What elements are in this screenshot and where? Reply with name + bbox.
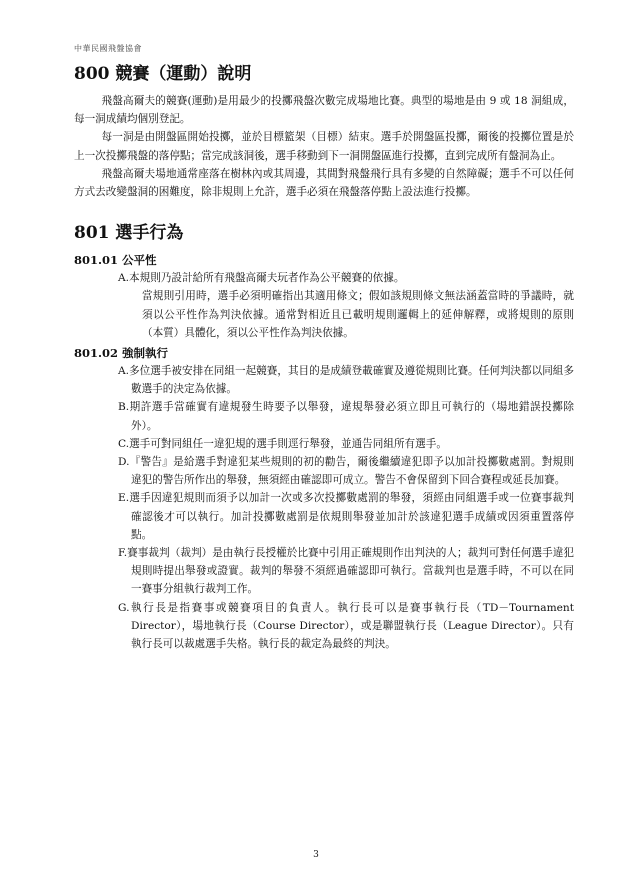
- rule-item: [74, 599, 574, 654]
- rule-item: [74, 435, 574, 453]
- rule-label: B.: [118, 401, 130, 414]
- rule-text: 賽事裁判（裁判）是由執行長授權於比賽中引用正確規則作出判決的人；裁判可對任何選手違犯規則時提出舉發或證實。裁判的舉發不須經過確認即可執行。當裁判也是選手時，不可以在同一賽事分組執行裁判工作。: [127, 547, 574, 596]
- rule-text: 『警告』是給選手對違犯某些規則的初的勸告，爾後繼續違犯即予以加計投擲數處罰。對規則違犯的警告所作出的舉發，無須經由確認即可成立。警告不會保留到下回合賽程或延長加賽。: [129, 456, 574, 487]
- rule-label: G.: [118, 601, 130, 614]
- rule-text: 期許選手當確實有違規發生時要予以舉發，違規舉發必須立即且可執行的（場地錯誤投擲除外）。: [129, 401, 574, 432]
- subsection-title-801-01: 801.01 公平性: [74, 253, 157, 268]
- rule-label: E.: [118, 492, 130, 505]
- section-title-801: 801 選手行為: [74, 223, 184, 244]
- section-title-800: 800 競賽（運動）說明: [74, 64, 252, 84]
- rule-text: 執行長是指賽事或競賽項目的負責人。執行長可以是賽事執行長（TD－Tournament Director），場地執行長（Course Director），或是聯盟執行長（League Director）。只有執行長可以裁處選手失格。執行長的裁定為最終的判決。: [129, 601, 574, 651]
- rule-item: [74, 544, 574, 599]
- rule-text: 選手可對同組任一違犯規的選手則逕行舉發，並通告同組所有選手。: [129, 437, 447, 450]
- rule-label: F.: [118, 547, 128, 560]
- document-body: [74, 62, 574, 653]
- rule-text: 選手因違犯規則而須予以加計一次或多次投擲數處罰的舉發，須經由同組選手或一位賽事裁判確認後才可以執行。加計投擲數處罰是依規則舉發並加計於該違犯選手成績或因須重置落停點。: [129, 492, 574, 541]
- rule-text: 多位選手被安排在同組一起競賽，其目的是成績登載確實及遵從規則比賽。任何判決都以同組多數選手的決定為依據。: [129, 365, 574, 396]
- page-number: 3: [313, 850, 319, 860]
- rule-item: [74, 362, 574, 398]
- paragraph: 每一洞是由開盤區開始投擲，並於目標籃架（目標）結束。選手於開盤區投擲，爾後的投擲位置是於上一次投擲飛盤的落停點；當完成該洞後，選手移動到下一洞開盤區進行投擲，直到完成所有盤洞為止。: [74, 131, 574, 162]
- rule-label: D.: [118, 456, 130, 469]
- rule-label: A.: [118, 272, 130, 285]
- rule-item: [74, 269, 574, 287]
- rule-continuation: 當規則引用時，選手必須明確指出其適用條文；假如該規則條文無法涵蓋當時的爭議時，就須以公平性作為判決依據。通常對相近且已載明規則邏輯上的延伸解釋，或將規則的原則（本質）具體化，須以公平性作為判決依據。: [142, 290, 574, 339]
- rule-item: [74, 453, 574, 489]
- rule-item: [74, 489, 574, 544]
- subsection-title-801-02: 801.02 強制執行: [74, 346, 169, 361]
- rule-item: [74, 398, 574, 434]
- rule-label: A.: [118, 365, 130, 378]
- running-header: 中華民國飛盤協會: [74, 44, 142, 53]
- rule-label: C.: [118, 437, 130, 450]
- rule-text: 本規則乃設計給所有飛盤高爾夫玩者作為公平競賽的依據。: [129, 272, 405, 285]
- paragraph: 飛盤高爾夫的競賽(運動)是用最少的投擲飛盤次數完成場地比賽。典型的場地是由 9 或 18 洞組成，每一洞成績均個別登記。: [74, 95, 574, 126]
- paragraph: 飛盤高爾夫場地通常座落在樹林內或其周邊，其間對飛盤飛行具有多變的自然障礙；選手不可以任何方式去改變盤洞的困難度，除非規則上允許，選手必須在飛盤落停點上設法進行投擲。: [74, 167, 574, 199]
